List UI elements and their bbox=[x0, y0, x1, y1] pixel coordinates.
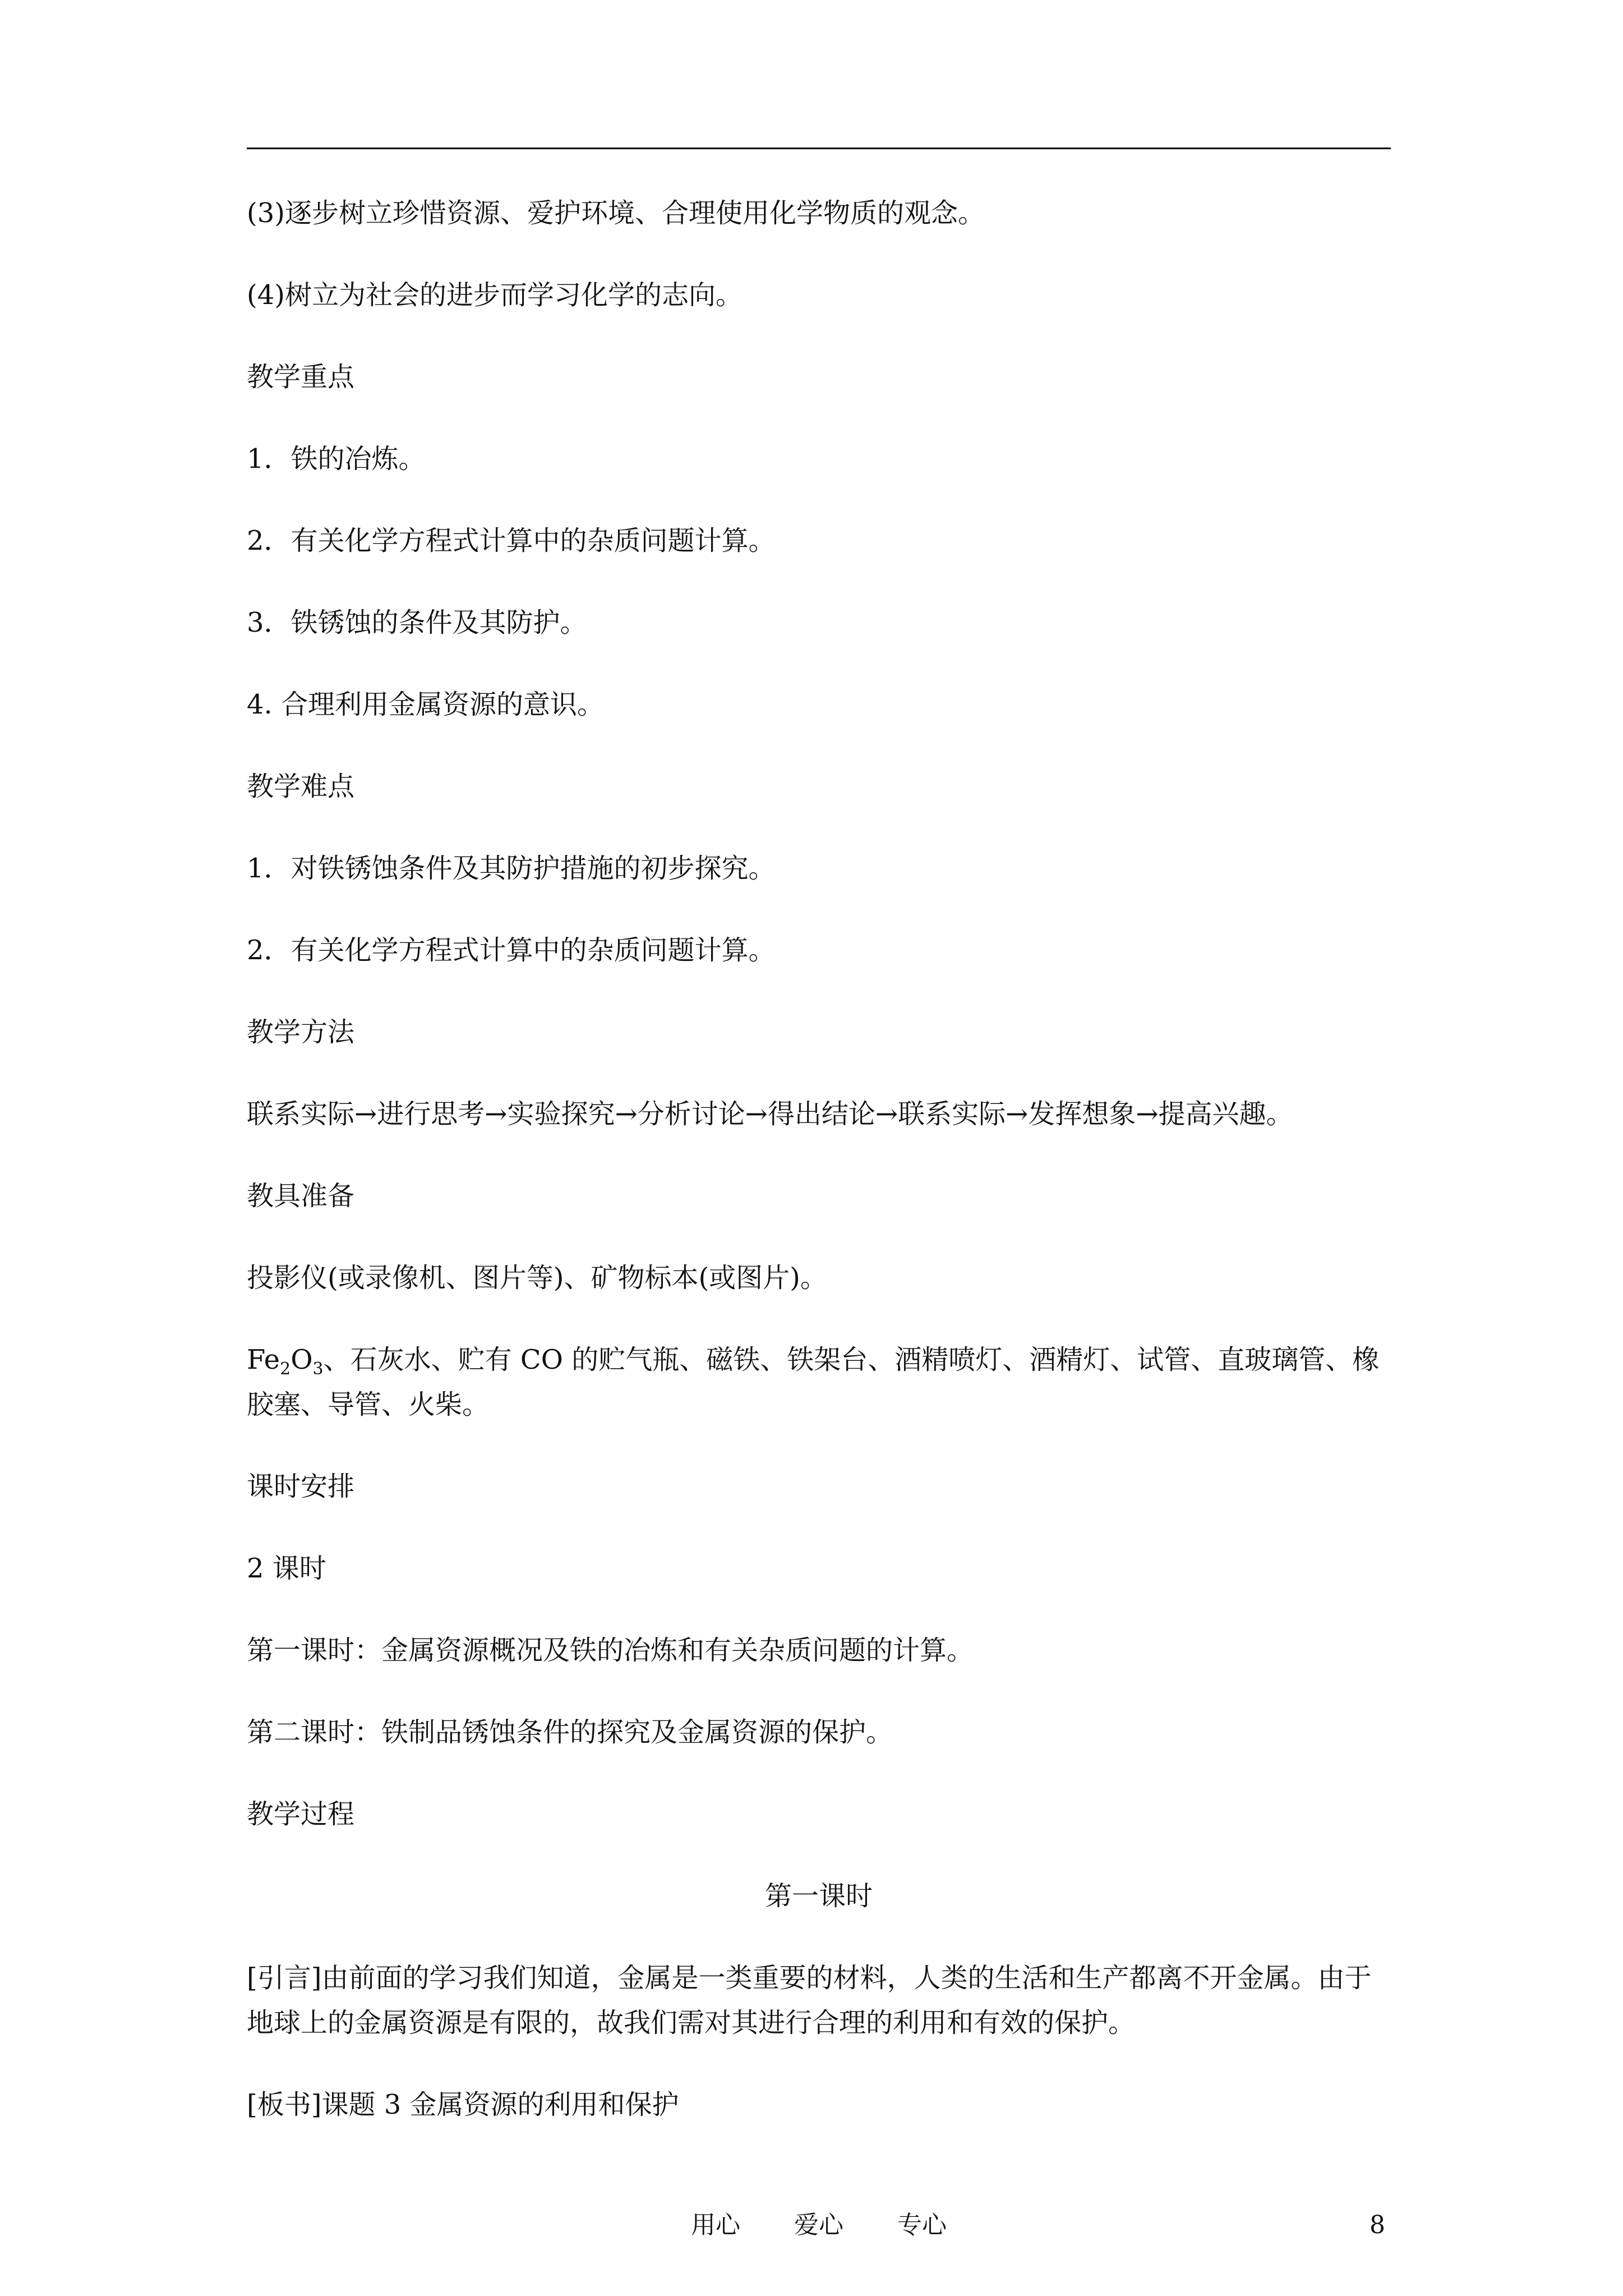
schedule-lesson-1: 第一课时：金属资源概况及铁的冶炼和有关杂质问题的计算。 bbox=[247, 1635, 974, 1666]
key-point-3: 3．铁锈蚀的条件及其防护。 bbox=[247, 607, 587, 638]
lesson-heading: 第一课时 bbox=[764, 1880, 873, 1912]
page-number: 8 bbox=[1370, 2211, 1385, 2239]
formula-fe: Fe bbox=[247, 1344, 280, 1375]
document-body bbox=[247, 191, 1391, 2164]
difficulty-2: 2．有关化学方程式计算中的杂质问题计算。 bbox=[247, 935, 776, 966]
difficulty-1: 1．对铁锈蚀条件及其防护措施的初步探究。 bbox=[247, 853, 776, 884]
footer-word: 专心 bbox=[897, 2211, 947, 2239]
key-point-2: 2．有关化学方程式计算中的杂质问题计算。 bbox=[247, 525, 776, 556]
objective-4: (4)树立为社会的进步而学习化学的志向。 bbox=[247, 279, 743, 311]
objective-3: (3)逐步树立珍惜资源、爱护环境、合理使用化学物质的观念。 bbox=[247, 197, 985, 229]
formula-sub-2: 2 bbox=[280, 1359, 291, 1379]
heading-schedule: 课时安排 bbox=[247, 1471, 355, 1502]
schedule-lesson-2: 第二课时：铁制品锈蚀条件的探究及金属资源的保护。 bbox=[247, 1717, 893, 1748]
heading-process: 教学过程 bbox=[247, 1798, 355, 1830]
intro-paragraph: [引言]由前面的学习我们知道，金属是一类重要的材料，人类的生活和生产都离不开金属。由于地球上的金属资源是有限的，故我们需对其进行合理的利用和有效的保护。 bbox=[247, 1962, 1372, 2039]
footer-slogan bbox=[247, 2206, 1391, 2245]
formula-sub-3: 3 bbox=[312, 1359, 324, 1379]
method-flow: 联系实际→进行思考→实验探究→分析讨论→得出结论→联系实际→发挥想象→提高兴趣。 bbox=[247, 1098, 1293, 1130]
footer-word: 用心 bbox=[691, 2211, 740, 2239]
equipment-line-2 bbox=[247, 1337, 1391, 1427]
heading-key-points: 教学重点 bbox=[247, 361, 355, 393]
equipment-line-1: 投影仪(或录像机、图片等)、矿物标本(或图片)。 bbox=[247, 1262, 827, 1294]
formula-o: O bbox=[291, 1344, 313, 1375]
heading-methods: 教学方法 bbox=[247, 1016, 355, 1048]
heading-equipment: 教具准备 bbox=[247, 1180, 355, 1212]
equipment-list: 、石灰水、贮有 CO 的贮气瓶、磁铁、铁架台、酒精喷灯、酒精灯、试管、直玻璃管、橡胶塞、导管、火柴。 bbox=[247, 1344, 1380, 1420]
header-rule bbox=[247, 148, 1391, 149]
footer-word: 爱心 bbox=[794, 2211, 843, 2239]
board-note: [板书]课题 3 金属资源的利用和保护 bbox=[247, 2089, 679, 2120]
schedule-count: 2 课时 bbox=[247, 1553, 326, 1584]
key-point-4: 4. 合理利用金属资源的意识。 bbox=[247, 689, 605, 720]
heading-difficulties: 教学难点 bbox=[247, 771, 355, 802]
key-point-1: 1．铁的冶炼。 bbox=[247, 443, 426, 475]
page-footer bbox=[247, 2206, 1391, 2245]
